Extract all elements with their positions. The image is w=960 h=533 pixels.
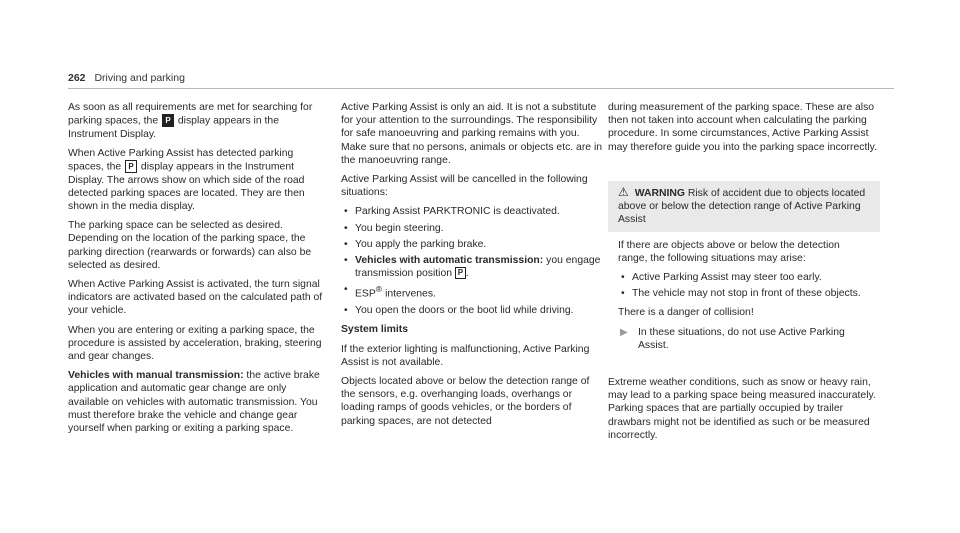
list-item: • Parking Assist PARKTRONIC is deactivated. <box>341 205 603 218</box>
section-title: Driving and parking <box>94 72 185 84</box>
section-subheading: System limits <box>341 324 408 336</box>
text: you engage transmission position <box>355 255 601 280</box>
warning-box <box>608 181 880 364</box>
list-item: • The vehicle may not stop in front of these objects. <box>618 287 872 300</box>
paragraph: Active Parking Assist will be cancelled in the following situations: <box>341 174 588 199</box>
paragraph <box>68 101 324 141</box>
paragraph: If the exterior lighting is malfunctioning, Active Parking Assist is not available. <box>341 343 590 368</box>
text: display appears in the Instrument Display. The arrows show on which side of the road detected parking spaces are located. They are then shown in the media display. <box>68 161 305 212</box>
list-item: • You open the doors or the boot lid while driving. <box>341 304 603 317</box>
paragraph: When Active Parking Assist is activated, the turn signal indicators are activated based on the calculated path of your vehicle. <box>68 278 323 317</box>
paragraph: Active Parking Assist is only an aid. It is not a substitute for your attention to the surroundings. The responsibility for safe manoeuvring and parking remains with you. Make sure that no persons, animals or objects etc. are in the manoeuvring range. <box>341 102 603 166</box>
paragraph: When you are entering or exiting a parking space, the procedure is assisted by acceleration, braking, steering and gear changes. <box>68 324 322 362</box>
paragraph <box>68 369 324 435</box>
bold-lead: Vehicles with automatic transmission: <box>355 255 544 267</box>
text: When Active Parking Assist has detected parking spaces, the <box>68 147 294 173</box>
warning-title: Risk of accident due to objects located above or below the detection range of Active Parking Assist <box>618 188 866 226</box>
paragraph <box>68 147 324 213</box>
page-number: 262 <box>68 72 86 84</box>
list-item: • Active Parking Assist may steer too early. <box>618 271 872 284</box>
action-step <box>618 326 872 352</box>
arrow-right-icon: ▶ <box>620 326 628 338</box>
column-2 <box>341 101 603 434</box>
column-3-lower <box>608 376 883 442</box>
paragraph: There is a danger of collision! <box>618 307 754 319</box>
page-header <box>68 72 185 84</box>
warning-triangle-icon: ⚠ <box>618 185 629 199</box>
transmission-p-icon: P <box>455 267 466 279</box>
text: ESP <box>355 288 376 300</box>
parking-display-icon: P <box>162 114 174 127</box>
registered-mark: ® <box>375 284 383 295</box>
paragraph: Extreme weather conditions, such as snow or heavy rain, may lead to a parking space being measured inaccurately. Parking spaces that are partially occupied by trailer drawbars might not be identified as such or be measured incorrectly. <box>608 377 876 441</box>
column-3 <box>608 101 878 160</box>
paragraph: during measurement of the parking space. These are also then not taken into account when calculating the parking procedure. In some circumstances, Active Parking Assist may therefore guide you into the parking space incorrectly. <box>608 102 877 153</box>
warning-body <box>608 232 880 364</box>
text: the active brake application and automatic gear change are only available on vehicles with automatic transmission. You must therefore brake the vehicle and change gear yourself when parking or exiting a parking space. <box>68 370 320 434</box>
list-item: • You begin steering. <box>341 222 603 235</box>
paragraph: If there are objects above or below the detection range, the following situations may arise: <box>618 239 840 264</box>
list-item <box>341 283 603 301</box>
warning-list <box>618 271 872 300</box>
parking-arrows-icon: P <box>125 160 137 173</box>
header-rule <box>68 88 894 89</box>
paragraph: Objects located above or below the detection range of the sensors, e.g. overhanging loads, overhangs or loading ramps of goods vehicles, or the borders of parking spaces, are not detected <box>341 375 590 427</box>
column-1 <box>68 101 324 441</box>
cancel-conditions-list <box>341 205 603 317</box>
warning-label: WARNING <box>634 188 685 199</box>
text: display appears in the Instrument Display. <box>68 115 279 140</box>
text: In these situations, do not use Active Parking Assist. <box>638 326 845 351</box>
list-item: • You apply the parking brake. <box>341 238 603 251</box>
warning-header <box>608 181 880 232</box>
text: As soon as all requirements are met for searching for parking spaces, the <box>68 102 313 127</box>
list-item: • Vehicles with automatic transmission: you engage transmission position P . <box>341 254 603 280</box>
text: intervenes. <box>382 288 436 300</box>
bold-lead: Vehicles with manual transmission: <box>68 370 244 382</box>
paragraph: The parking space can be selected as desired. Depending on the location of the parking space, the parking direction (rearwards or forwards) can also be selected as desired. <box>68 220 312 271</box>
